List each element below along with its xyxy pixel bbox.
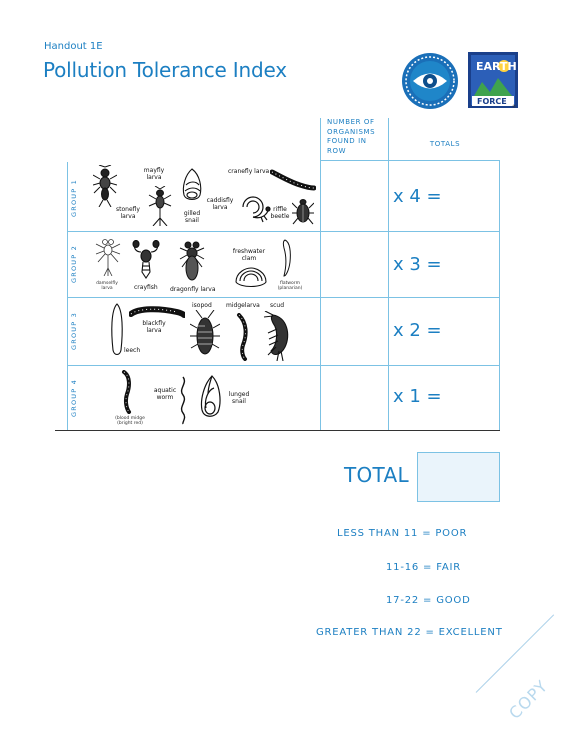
blackfly-larva-icon: [129, 304, 185, 320]
organism-label: riffle beetle: [270, 206, 290, 220]
midgelarva-icon: [235, 313, 251, 361]
score-good: 17-22 = GOOD: [386, 595, 471, 606]
table-rule: [67, 365, 500, 366]
organism-label: midgelarva: [226, 302, 260, 309]
eye-logo-icon: [401, 52, 459, 110]
cranefly-larva-icon: [270, 168, 316, 192]
score-excellent: GREATER THAN 22 = EXCELLENT: [316, 627, 503, 638]
group-label: GROUP 3: [70, 312, 78, 350]
multiplier-label: x 4 =: [393, 186, 442, 207]
organism-label: scud: [270, 302, 285, 309]
organism-label: dragonfly larva: [170, 286, 216, 293]
dragonfly-larva-icon: [179, 241, 205, 283]
multiplier-label: x 1 =: [393, 386, 442, 407]
group-label: GROUP 4: [70, 379, 78, 417]
organism-label: damselfly larva: [96, 281, 118, 291]
mayfly-larva-icon: [148, 186, 172, 226]
column-header-totals: TOTALS: [429, 140, 461, 148]
organism-label: stonefly larva: [116, 206, 140, 220]
organism-label: crayfish: [134, 284, 158, 291]
copy-watermark: COPY: [505, 676, 552, 723]
organism-label: lunged snail: [228, 391, 250, 405]
isopod-icon: [190, 310, 220, 358]
organism-label: cranefly larva: [228, 168, 270, 175]
multiplier-label: x 3 =: [393, 254, 442, 275]
table-rule: [388, 118, 389, 431]
multiplier-label: x 2 =: [393, 320, 442, 341]
registered-mark: ®: [512, 104, 516, 109]
score-fair: 11-16 = FAIR: [386, 562, 461, 573]
scud-icon: [263, 311, 295, 361]
group-label: GROUP 2: [70, 245, 78, 283]
flatworm-icon: [280, 238, 294, 278]
freshwater-clam-icon: [234, 266, 268, 290]
organism-label: caddisfly larva: [206, 197, 234, 211]
score-poor: LESS THAN 11 = POOR: [337, 528, 468, 539]
organism-label: blackfly larva: [142, 320, 166, 334]
group-label: GROUP 1: [70, 179, 78, 217]
total-label: TOTAL: [344, 463, 409, 487]
organism-label: freshwater clam: [232, 248, 266, 262]
table-rule: [67, 297, 500, 298]
stonefly-larva-icon: [93, 165, 117, 207]
organism-label: leech: [124, 347, 141, 354]
damselfly-larva-icon: [95, 238, 121, 276]
page-title: Pollution Tolerance Index: [43, 58, 287, 82]
organism-label: isopod: [192, 302, 212, 309]
total-input-box[interactable]: [417, 452, 500, 502]
caddisfly-larva-icon: [237, 191, 271, 223]
organism-label: flatworm (planarian): [277, 281, 303, 291]
table-bottom-rule: [55, 430, 500, 431]
gilled-snail-icon: [180, 167, 204, 205]
earth-force-logo-icon: [468, 52, 518, 108]
lunged-snail-icon: [198, 374, 224, 418]
handout-label: Handout 1E: [44, 41, 103, 52]
table-rule: [499, 160, 500, 431]
aquatic-worm-icon: [176, 375, 190, 425]
table-rule: [320, 118, 321, 431]
leech-icon: [109, 302, 125, 358]
blood-midge-icon: [118, 370, 134, 414]
svg-text:EARTH: EARTH: [476, 60, 517, 73]
organism-label: aquatic worm: [153, 387, 177, 401]
organism-label: (blood midge (bright red): [115, 416, 145, 426]
table-rule: [67, 231, 500, 232]
riffle-beetle-icon: [292, 197, 314, 225]
organism-label: gilled snail: [183, 210, 201, 224]
column-header-count: NUMBER OF ORGANISMS FOUND IN ROW: [327, 118, 376, 155]
crayfish-icon: [132, 240, 160, 280]
svg-text:FORCE: FORCE: [477, 97, 507, 106]
organism-label: mayfly larva: [143, 167, 165, 181]
table-rule: [320, 160, 500, 161]
